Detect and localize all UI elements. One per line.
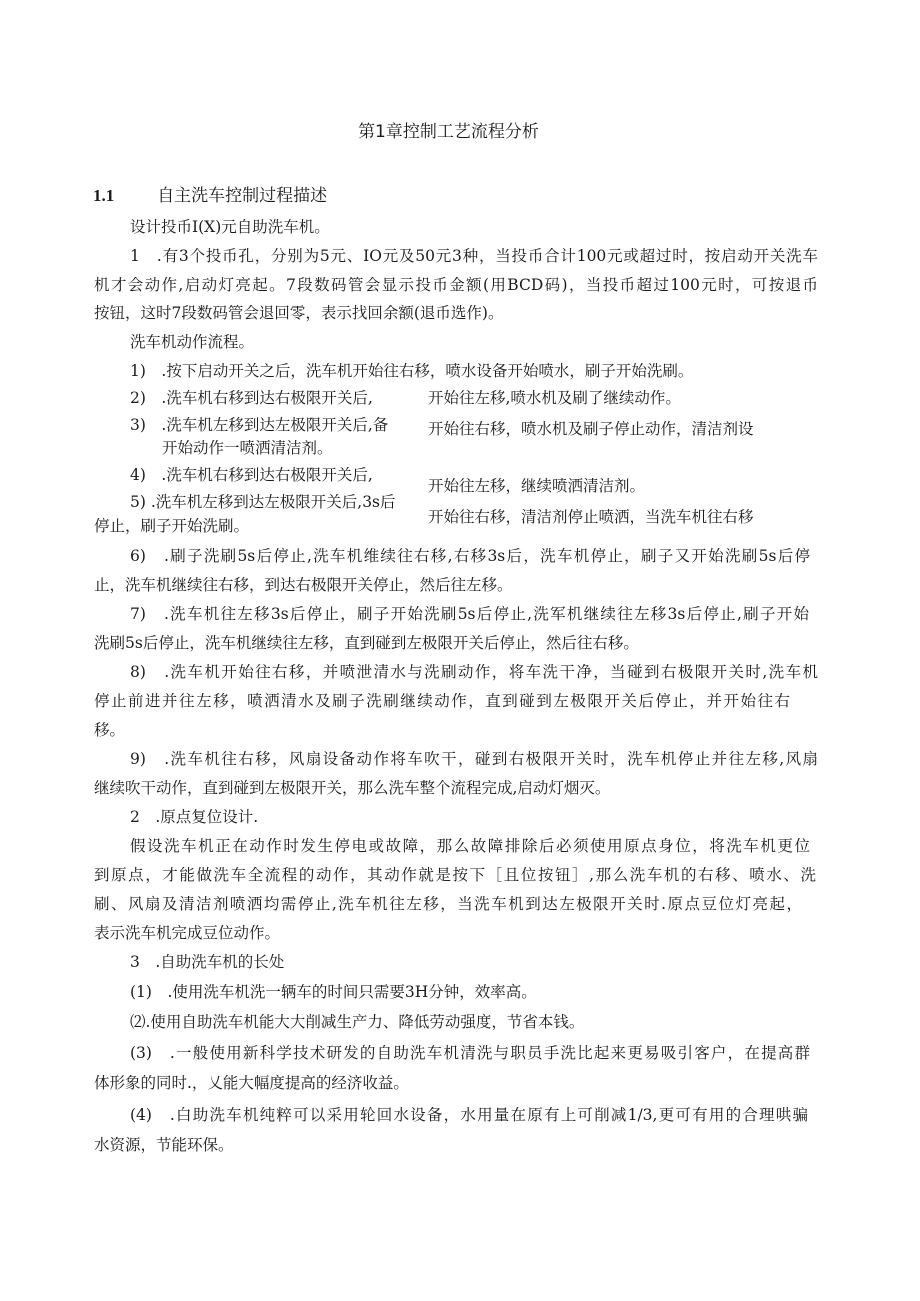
intro-paragraph: 设计投币I(X)元自助洗车机。 (130, 218, 330, 236)
step-5-left-line1: 5) .洗车机左移到达左极限开关后,3s后 (130, 493, 396, 511)
item3-point-1: (1) .使用洗车机洗一辆车的时间只需要3H分钟，效率高。 (130, 983, 537, 1001)
flow-title: 洗车机动作流程。 (130, 333, 255, 351)
step-8-line2: 停止前进并往左移，喷洒清水及刷子洗刷继续动作，直到碰到左极限开关后停止，并开始往右 (94, 692, 790, 710)
step-4-right: 开始往左移，继续喷洒清洁剂。 (428, 477, 646, 495)
step-8-line3: 移。 (94, 721, 126, 739)
item2-line1: 假设洗车机正在动作时发生停电或故障，那么故障排除后必须使用原点身位，将洗车机更位 (130, 837, 810, 855)
step-8-line1: 8) .洗车机开始往右移，并喷泄清水与洗刷动作，将车洗干净，当碰到右极限开关时,洗车机 (130, 663, 818, 681)
item3-point-4-line1: (4) .白助洗车机纯粹可以采用轮回水设备，水用量在原有上可削减1/3,更可有用的合理哄骗 (130, 1106, 808, 1124)
item1-line1: 1 .有3个投币孔，分别为5元、IO元及50元3种，当投币合计100元或超过时，按启动开关洗车 (130, 247, 818, 265)
step-2-left: 2) .洗车机右移到达右极限开关后, (130, 389, 373, 407)
item3-title: 3 .自助洗车机的长处 (130, 953, 285, 971)
step-5-left-line2: 停止，刷子开始洗刷。 (94, 517, 250, 535)
step-6-line2: 止，洗车机继续往右移，到达右极限开关停止，然后往左移。 (94, 576, 513, 594)
item3-point-3-line1: (3) .一般使用新科学技术研发的自助洗车机清洗与职员手洗比起来更易吸引客户，在提高群 (130, 1044, 810, 1062)
step-4-left: 4) .洗车机右移到达右极限开关后, (130, 466, 373, 484)
chapter-title: 第1章控制工艺流程分析 (358, 122, 539, 142)
item3-point-3-line2: 体形象的同时.，乂能大幅度提高的经济收益。 (94, 1074, 409, 1092)
item1-line2: 机才会动作,启动灯亮起。7段数码管会显示投币金额(用BCD码)，当投币超过100元时，可按退币 (94, 276, 818, 294)
item2-line3: 刷、风扇及清洁剂喷洒均需停止,洗车机往左移，当洗车机到达左极限开关时.原点豆位灯亮起， (94, 895, 802, 913)
step-5-right: 开始往右移，清洁剂停止喷洒，当洗车机往右移 (428, 508, 754, 526)
step-3-left-line2: 开始动作一喷洒清洁剂。 (162, 439, 333, 457)
item2-line4: 表示洗车机完成豆位动作。 (94, 924, 281, 942)
step-1: 1) .按下启动开关之后，洗车机开始往右移，喷水设备开始喷水，刷子开始洗刷。 (130, 362, 694, 380)
step-3-left-line1: 3) .洗车机左移到达左极限开关后,备 (130, 416, 389, 434)
item3-point-4-line2: 水资源，节能环保。 (94, 1136, 234, 1154)
section-title: 自主洗车控制过程描述 (157, 186, 328, 206)
item1-line3: 按钮，这时7段数码管会退回零，表示找回余额(退币选作)。 (94, 304, 504, 322)
step-7-line2: 洗刷5s后停止，洗车机继续往左移，直到碰到左极限开关后停止，然后往右移。 (94, 634, 639, 652)
step-9-line2: 继续吹干动作，直到碰到左极限开关，那么洗车整个流程完成,启动灯烟灭。 (94, 779, 611, 797)
section-heading (93, 185, 327, 207)
step-6-line1: 6) .刷子洗刷5s后停止,洗车机维续往右移,右移3s后，洗车机停止，刷子又开始洗刷5s后停 (130, 547, 810, 565)
step-3-right: 开始往右移，喷水机及刷子停止动作，清洁剂设 (428, 420, 754, 438)
step-7-line1: 7) .洗车机往左移3s后停止，刷子开始洗刷5s后停止,洗军机继续往左移3s后停止,刷子开始 (130, 605, 809, 623)
item3-point-2: ⑵.使用自助洗车机能大大削减生产力、降低劳动强度，节省本钱。 (130, 1013, 585, 1031)
item2-line2: 到原点，才能做洗车全流程的动作，其动作就是按下［且位按钮］,那么洗车机的右移、喷水、洗 (94, 866, 816, 884)
step-2-right: 开始往左移,喷水机及刷了继续动作。 (428, 389, 681, 407)
section-number: 1.1 (93, 186, 115, 205)
step-9-line1: 9) .洗车机往右移，风扇设备动作将车吹干，碰到右极限开关时，洗车机停止并往左移,风扇 (130, 750, 818, 768)
item2-title: 2 .原点复位设计. (130, 808, 259, 826)
